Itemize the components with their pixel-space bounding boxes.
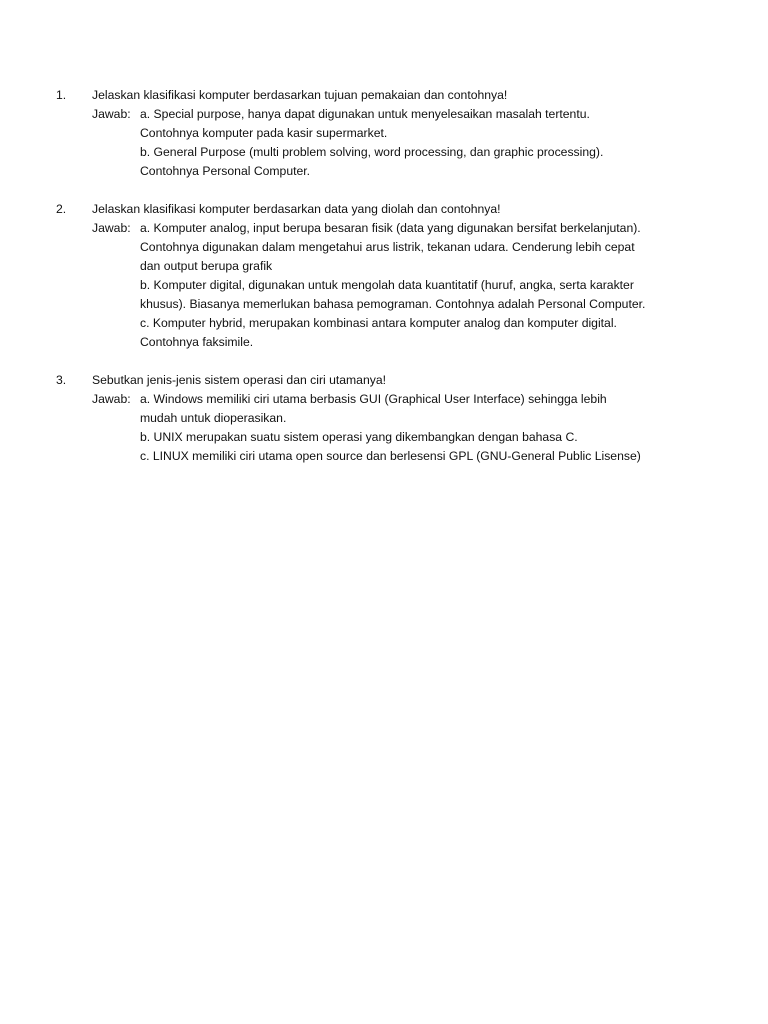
answer-line	[56, 143, 746, 162]
answer-line	[56, 333, 746, 352]
answer-text: khusus). Biasanya memerlukan bahasa pemograman. Contohnya adalah Personal Computer.	[140, 297, 646, 311]
answer-text: b. Komputer digital, digunakan untuk mengolah data kuantitatif (huruf, angka, serta karakter	[140, 278, 634, 292]
answer-text: Contohnya faksimile.	[140, 335, 254, 349]
question-text: Jelaskan klasifikasi komputer berdasarkan data yang diolah dan contohnya!	[92, 202, 501, 216]
question-line	[56, 371, 746, 390]
question-number: 2.	[56, 202, 67, 216]
answer-line	[56, 428, 746, 447]
answer-line	[56, 162, 746, 181]
question-number: 1.	[56, 88, 67, 102]
answer-line	[56, 257, 746, 276]
question-item	[56, 86, 746, 181]
answer-label: Jawab:	[92, 221, 131, 235]
answer-line	[56, 314, 746, 333]
answer-text: a. Special purpose, hanya dapat digunakan untuk menyelesaikan masalah tertentu.	[140, 107, 590, 121]
question-list	[56, 86, 746, 485]
answer-line	[56, 295, 746, 314]
answer-text: b. General Purpose (multi problem solving, word processing, dan graphic processing).	[140, 145, 604, 159]
answer-line	[56, 409, 746, 428]
answer-line	[56, 390, 746, 409]
answer-text: c. LINUX memiliki ciri utama open source dan berlesensi GPL (GNU-General Public Lisense)	[140, 449, 641, 463]
answer-line	[56, 238, 746, 257]
answer-text: mudah untuk dioperasikan.	[140, 411, 287, 425]
answer-line	[56, 447, 746, 466]
question-number: 3.	[56, 373, 67, 387]
answer-text: c. Komputer hybrid, merupakan kombinasi antara komputer analog dan komputer digital.	[140, 316, 617, 330]
answer-text: Contohnya Personal Computer.	[140, 164, 311, 178]
answer-text: a. Windows memiliki ciri utama berbasis GUI (Graphical User Interface) sehingga lebih	[140, 392, 607, 406]
question-item	[56, 371, 746, 466]
answer-label: Jawab:	[92, 392, 131, 406]
answer-line	[56, 219, 746, 238]
question-text: Jelaskan klasifikasi komputer berdasarkan tujuan pemakaian dan contohnya!	[92, 88, 508, 102]
answer-text: a. Komputer analog, input berupa besaran fisik (data yang digunakan bersifat berkelanjutan).	[140, 221, 641, 235]
question-line	[56, 200, 746, 219]
question-text: Sebutkan jenis-jenis sistem operasi dan ciri utamanya!	[92, 373, 386, 387]
answer-text: Contohnya komputer pada kasir supermarket.	[140, 126, 388, 140]
question-item	[56, 200, 746, 352]
answer-line	[56, 276, 746, 295]
answer-line	[56, 105, 746, 124]
question-line	[56, 86, 746, 105]
answer-text: b. UNIX merupakan suatu sistem operasi yang dikembangkan dengan bahasa C.	[140, 430, 578, 444]
answer-text: dan output berupa grafik	[140, 259, 273, 273]
answer-line	[56, 124, 746, 143]
answer-label: Jawab:	[92, 107, 131, 121]
answer-text: Contohnya digunakan dalam mengetahui arus listrik, tekanan udara. Cenderung lebih cepat	[140, 240, 635, 254]
